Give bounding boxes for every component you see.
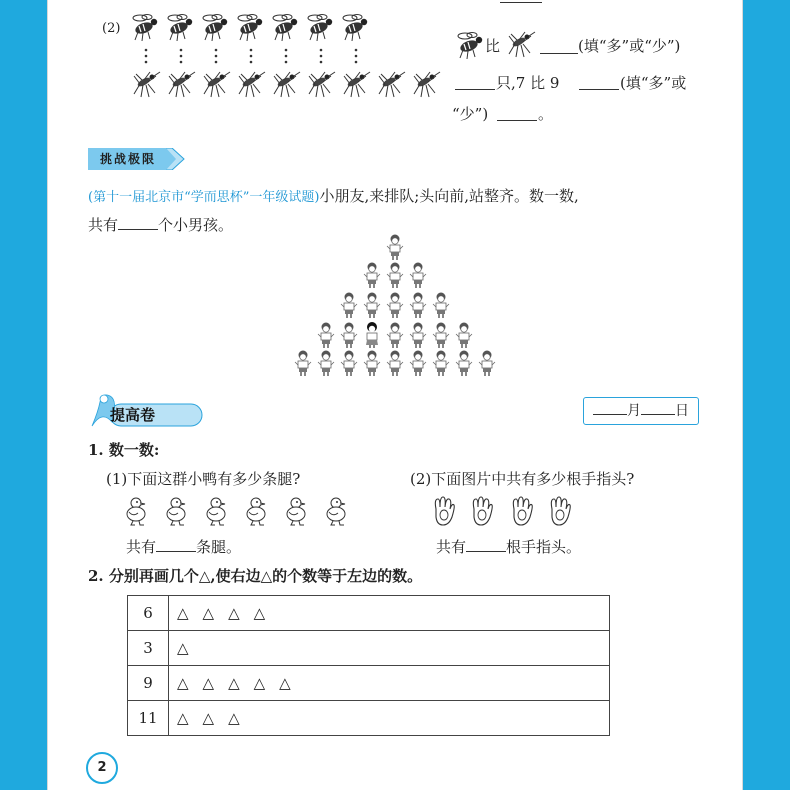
q1-answer2 [436, 537, 581, 557]
children-pyramid-figure [292, 232, 502, 380]
row-triangles[interactable]: △△△ [169, 701, 610, 736]
q1-ans2-prefix: 共有 [436, 538, 467, 556]
answer-blank-1[interactable] [540, 53, 578, 54]
bee-icon [453, 32, 487, 60]
fill-hint: (填“多”或“少”) [578, 37, 681, 55]
row-number: 9 [128, 666, 169, 701]
table-row [128, 596, 610, 631]
q2-title: 2. 分别再画几个△,使右边△的个数等于左边的数。 [88, 567, 423, 585]
table-row [128, 666, 610, 701]
challenge-answer-suffix: 个小男孩。 [158, 216, 234, 234]
mosquito-icon [503, 28, 539, 62]
hands-figure [432, 495, 582, 529]
q1-sub1: (1)下面这群小鸭有多少条腿? [106, 470, 301, 488]
challenge-answer-prefix: 共有 [88, 216, 119, 234]
row-number: 6 [128, 596, 169, 631]
compare-word: 比 [485, 37, 501, 55]
q1-ans1-prefix: 共有 [126, 538, 157, 556]
row-triangles[interactable]: △△△△△ [169, 666, 610, 701]
q1-ans1-suffix: 条腿。 [196, 538, 242, 556]
line2-end: (填“多”或 [620, 74, 687, 92]
section-title: 提高卷 [110, 406, 156, 424]
challenge-text [88, 186, 579, 208]
q1-title: 1. 数一数: [88, 441, 160, 459]
table-row [128, 631, 610, 666]
q1-answer1 [126, 537, 241, 557]
table-row [128, 701, 610, 736]
q1-ans2-blank[interactable] [466, 551, 506, 552]
challenge-answer [88, 215, 233, 235]
row-number: 11 [128, 701, 169, 736]
row-triangles[interactable]: △ [169, 631, 610, 666]
line2-mid: 只,7 比 9 [496, 74, 560, 92]
q1-ans1-blank[interactable] [156, 551, 196, 552]
partial-blank-top [500, 0, 542, 3]
line3: “少”) [452, 105, 489, 123]
row-number: 3 [128, 631, 169, 666]
date-day-label: 日 [675, 403, 689, 419]
answer-blank-3[interactable] [579, 89, 619, 90]
q1-sub2: (2)下面图片中共有多少根手指头? [410, 470, 635, 488]
insect-comparison-figure [128, 10, 448, 106]
answer-blank-4[interactable] [497, 120, 537, 121]
q1-ans2-suffix: 根手指头。 [506, 538, 582, 556]
banner-label: 挑战极限 [100, 152, 157, 166]
challenge-answer-blank[interactable] [118, 229, 158, 230]
date-month-blank[interactable] [593, 400, 627, 415]
date-month-label: 月 [627, 403, 641, 419]
question-label: (2) [102, 21, 121, 36]
row-triangles[interactable]: △△△△ [169, 596, 610, 631]
date-box [583, 397, 699, 425]
date-day-blank[interactable] [641, 400, 675, 415]
line3-end: 。 [538, 105, 554, 123]
answer-blank-2[interactable] [455, 89, 495, 90]
challenge-banner [88, 148, 186, 170]
ducks-figure [124, 493, 364, 529]
workbook-page [48, 0, 742, 790]
triangle-table [127, 595, 610, 736]
challenge-body: 小朋友,来排队;头向前,站整齐。数一数, [319, 187, 579, 205]
challenge-source: (第十一届北京市“学而思杯”一年级试题) [88, 190, 320, 205]
page-number: 2 [86, 752, 118, 784]
